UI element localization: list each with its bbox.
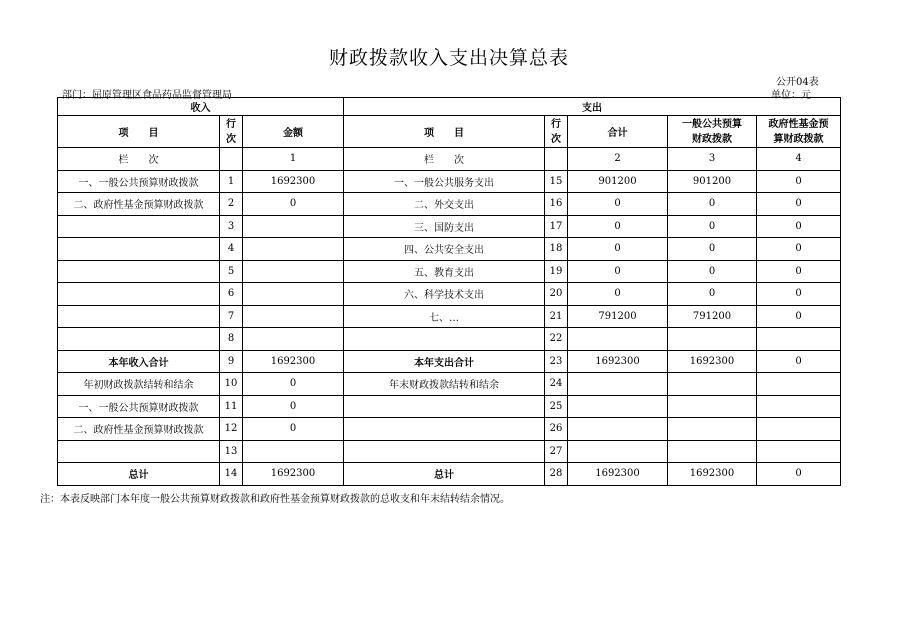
form-number: 公开04表: [776, 77, 819, 88]
income-line-no: 7: [220, 305, 243, 328]
expense-total: [568, 418, 668, 441]
expense-item: [344, 328, 545, 351]
expense-item: 七、…: [344, 305, 545, 328]
income-amount: [243, 328, 344, 351]
table-row: [58, 305, 841, 328]
summary-table: [57, 97, 841, 486]
income-line-no: 2: [220, 193, 243, 216]
income-amount: 1692300: [243, 463, 344, 486]
page-title: 财政拨款收入支出决算总表: [328, 47, 569, 69]
expense-total: 0: [568, 193, 668, 216]
income-item-header: 项 目: [58, 116, 220, 148]
column-header-row: [58, 116, 841, 148]
income-item: 一、一般公共预算财政拨款: [58, 395, 220, 418]
table-row: [58, 328, 841, 351]
expense-total: 901200: [568, 170, 668, 193]
expense-line-no: 23: [545, 350, 568, 373]
expense-line-no: 15: [545, 170, 568, 193]
column-number-row: [58, 148, 841, 171]
income-amount: [243, 215, 344, 238]
gov-fund-amount: [757, 395, 841, 418]
general-budget-amount: 0: [668, 260, 757, 283]
expense-item: 六、科学技术支出: [344, 283, 545, 306]
gov-fund-amount: [757, 328, 841, 351]
income-amount: [243, 440, 344, 463]
table-row: [58, 260, 841, 283]
table-row: [58, 463, 841, 486]
col-number-label: 栏 次: [58, 148, 220, 171]
expense-item: 三、国防支出: [344, 215, 545, 238]
table-row: [58, 193, 841, 216]
income-item: 二、政府性基金预算财政拨款: [58, 418, 220, 441]
income-amount: [243, 305, 344, 328]
expense-item: [344, 440, 545, 463]
expense-item: 二、外交支出: [344, 193, 545, 216]
general-budget-amount: 0: [668, 215, 757, 238]
department-label: 部门：屈原管理区食品药品监督管理局: [62, 90, 232, 101]
amount-header: 金额: [243, 116, 344, 148]
income-line-no: 11: [220, 395, 243, 418]
income-amount: 1692300: [243, 350, 344, 373]
general-budget-amount: 901200: [668, 170, 757, 193]
expense-item: [344, 395, 545, 418]
income-item: [58, 283, 220, 306]
gov-fund-amount: 0: [757, 238, 841, 261]
expense-item: 总计: [344, 463, 545, 486]
general-budget-amount: [668, 395, 757, 418]
income-line-no: 8: [220, 328, 243, 351]
table-row: [58, 395, 841, 418]
general-budget-amount: 791200: [668, 305, 757, 328]
expense-line-no: 27: [545, 440, 568, 463]
general-budget-amount: 0: [668, 238, 757, 261]
table-row: [58, 238, 841, 261]
income-item: [58, 215, 220, 238]
income-amount: 0: [243, 395, 344, 418]
income-amount: 1692300: [243, 170, 344, 193]
gov-fund-amount: 0: [757, 170, 841, 193]
expense-item: 年末财政拨款结转和结余: [344, 373, 545, 396]
expense-item: 五、教育支出: [344, 260, 545, 283]
income-line-no: 6: [220, 283, 243, 306]
expense-item: 四、公共安全支出: [344, 238, 545, 261]
general-budget-amount: 0: [668, 283, 757, 306]
gov-fund-amount: 0: [757, 193, 841, 216]
expense-item: 本年支出合计: [344, 350, 545, 373]
total-header: 合计: [568, 116, 668, 148]
income-item: 二、政府性基金预算财政拨款: [58, 193, 220, 216]
general-budget-amount: [668, 373, 757, 396]
col-number-2: 2: [568, 148, 668, 171]
income-header: 收入: [58, 98, 344, 116]
income-item: [58, 238, 220, 261]
expense-line-no: 28: [545, 463, 568, 486]
expense-total: [568, 440, 668, 463]
income-item: 总计: [58, 463, 220, 486]
gov-fund-amount: 0: [757, 215, 841, 238]
expense-total: 791200: [568, 305, 668, 328]
expense-total: 0: [568, 283, 668, 306]
expense-header: 支出: [344, 98, 841, 116]
expense-total: [568, 328, 668, 351]
expense-line-no: 20: [545, 283, 568, 306]
table-row: [58, 373, 841, 396]
income-amount: 0: [243, 193, 344, 216]
table-row: [58, 215, 841, 238]
general-budget-amount: 0: [668, 193, 757, 216]
expense-item-header: 项 目: [344, 116, 545, 148]
expense-item: 一、一般公共服务支出: [344, 170, 545, 193]
col-number-label-2: 栏 次: [344, 148, 545, 171]
income-amount: 0: [243, 373, 344, 396]
income-line-no: 5: [220, 260, 243, 283]
income-line-no: 13: [220, 440, 243, 463]
expense-line-no: 21: [545, 305, 568, 328]
table-row: [58, 440, 841, 463]
income-line-no-header: 行 次: [220, 116, 243, 148]
col-number-3: 3: [668, 148, 757, 171]
income-item: 一、一般公共预算财政拨款: [58, 170, 220, 193]
footnote: 注：本表反映部门本年度一般公共预算财政拨款和政府性基金预算财政拨款的总收支和年末结转结余情况。: [40, 494, 510, 505]
income-item: 年初财政拨款结转和结余: [58, 373, 220, 396]
income-line-no: 9: [220, 350, 243, 373]
expense-line-no: 17: [545, 215, 568, 238]
expense-line-no-header: 行 次: [545, 116, 568, 148]
general-budget-amount: 1692300: [668, 350, 757, 373]
gov-fund-amount: [757, 418, 841, 441]
income-amount: [243, 238, 344, 261]
income-line-no: 10: [220, 373, 243, 396]
gov-fund-amount: [757, 373, 841, 396]
table-row: [58, 418, 841, 441]
income-item: [58, 260, 220, 283]
income-item: [58, 305, 220, 328]
income-line-no: 1: [220, 170, 243, 193]
income-item: [58, 440, 220, 463]
income-amount: [243, 260, 344, 283]
expense-total: [568, 395, 668, 418]
expense-line-no: 26: [545, 418, 568, 441]
col-number-4: 4: [757, 148, 841, 171]
income-line-no: 4: [220, 238, 243, 261]
expense-total: 1692300: [568, 463, 668, 486]
income-line-no: 12: [220, 418, 243, 441]
expense-total: 0: [568, 238, 668, 261]
general-budget-amount: [668, 328, 757, 351]
expense-total: 0: [568, 260, 668, 283]
table-row: [58, 283, 841, 306]
expense-total: [568, 373, 668, 396]
general-budget-amount: 1692300: [668, 463, 757, 486]
unit-label: 单位：元: [771, 90, 811, 101]
general-budget-amount: [668, 418, 757, 441]
expense-line-no: 22: [545, 328, 568, 351]
gov-fund-amount: 0: [757, 463, 841, 486]
expense-line-no: 24: [545, 373, 568, 396]
gov-fund-header: 政府性基金预 算财政拨款: [757, 116, 841, 148]
expense-line-no: 16: [545, 193, 568, 216]
expense-line-no: 18: [545, 238, 568, 261]
income-item: 本年收入合计: [58, 350, 220, 373]
expense-line-no: 19: [545, 260, 568, 283]
general-budget-header: 一般公共预算 财政拨款: [668, 116, 757, 148]
expense-line-no: 25: [545, 395, 568, 418]
income-item: [58, 328, 220, 351]
income-amount: 0: [243, 418, 344, 441]
section-header-row: [58, 98, 841, 116]
income-amount: [243, 283, 344, 306]
table-row: [58, 350, 841, 373]
gov-fund-amount: 0: [757, 260, 841, 283]
general-budget-amount: [668, 440, 757, 463]
expense-total: 0: [568, 215, 668, 238]
expense-item: [344, 418, 545, 441]
gov-fund-amount: 0: [757, 283, 841, 306]
income-line-no: 14: [220, 463, 243, 486]
gov-fund-amount: 0: [757, 350, 841, 373]
table-row: [58, 170, 841, 193]
income-line-no: 3: [220, 215, 243, 238]
gov-fund-amount: 0: [757, 305, 841, 328]
expense-total: 1692300: [568, 350, 668, 373]
gov-fund-amount: [757, 440, 841, 463]
col-number-1: 1: [243, 148, 344, 171]
